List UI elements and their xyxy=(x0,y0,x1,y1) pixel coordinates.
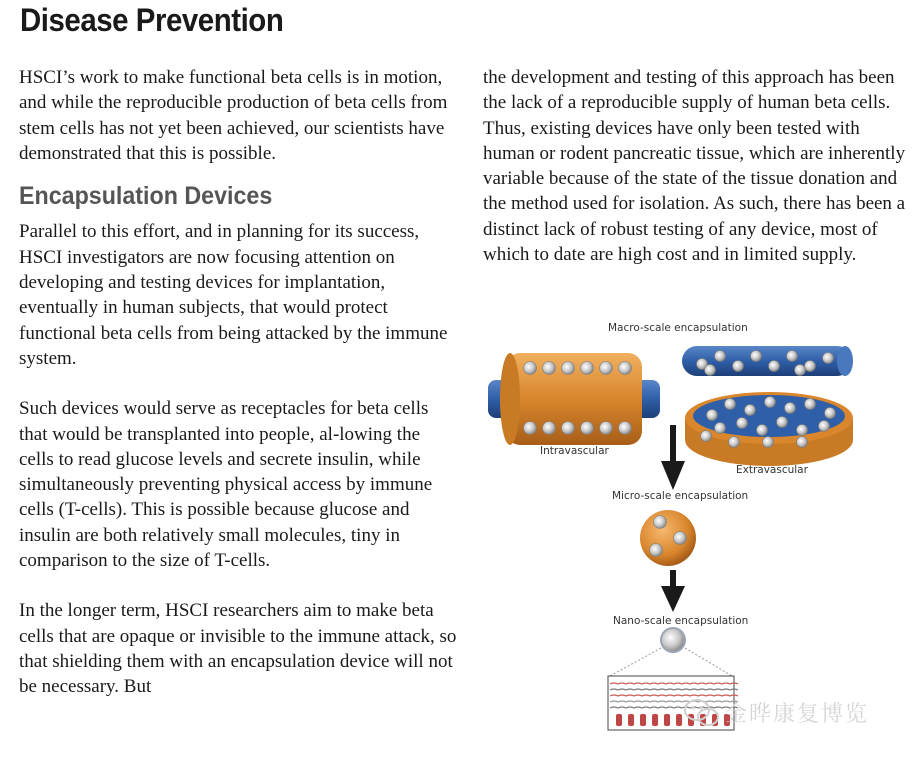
intravascular-label: Intravascular xyxy=(540,445,609,457)
beta-cell-cluster xyxy=(805,399,816,410)
encapsulation-figure xyxy=(480,318,900,738)
arrow-down-icon xyxy=(661,570,685,612)
paragraph-3: In the longer term, HSCI researchers aim to make beta cells that are opaque or invisible to the immune attack, so that shielding them with an encapsulation device will not be necessary. But xyxy=(19,600,457,698)
beta-cell-cluster xyxy=(581,362,594,375)
beta-cell-cluster xyxy=(524,422,537,435)
beta-cell-cluster xyxy=(769,361,780,372)
beta-cell-cluster xyxy=(619,422,632,435)
wechat-icon xyxy=(683,698,721,728)
intravascular-device xyxy=(488,353,660,445)
intro-paragraph: HSCI’s work to make functional beta cells is in motion, and while the reproducible production of beta cells from stem cells has not yet been achieved, our scientists have demonstrated that this is possible. xyxy=(19,67,448,164)
watermark xyxy=(683,697,869,728)
beta-cell-cluster xyxy=(745,405,756,416)
beta-cell-cluster xyxy=(777,417,788,428)
beta-cell-cluster xyxy=(562,422,575,435)
beta-cell-cluster xyxy=(650,544,663,557)
beta-cell-cluster xyxy=(733,361,744,372)
beta-cell-cluster xyxy=(562,362,575,375)
right-column xyxy=(483,65,913,267)
microcapsule xyxy=(640,510,696,566)
beta-cell-cluster xyxy=(619,362,632,375)
micro-scale-label: Micro-scale encapsulation xyxy=(612,490,749,502)
beta-cell-cluster xyxy=(765,397,776,408)
membrane-protein xyxy=(628,714,634,726)
beta-cell-cluster xyxy=(729,437,740,448)
beta-cell-cluster xyxy=(701,431,712,442)
beta-cell-cluster xyxy=(819,421,830,432)
section-heading: Encapsulation Devices xyxy=(19,182,273,211)
beta-cell-cluster xyxy=(674,532,687,545)
beta-cell-cluster xyxy=(751,351,762,362)
watermark-text: 金晔康复博览 xyxy=(725,702,870,727)
beta-cell-cluster xyxy=(763,437,774,448)
beta-cell-cluster xyxy=(715,351,726,362)
membrane-protein xyxy=(652,714,658,726)
beta-cell-cluster xyxy=(725,399,736,410)
right-paragraph: the development and testing of this approach has been the lack of a reproducible supply of human beta cells. Thus, existing devices have only been tested with human or rodent pancreatic tissue, which are inherently variable because of the state of the tissue donation and the method used for isolation. As such, there has been a distinct lack of robust testing of any device, most of which to date are high cost and in limited supply. xyxy=(483,67,906,266)
extravascular-device xyxy=(685,392,853,466)
beta-cell-cluster xyxy=(797,425,808,436)
beta-cell-cluster xyxy=(581,422,594,435)
membrane-protein xyxy=(640,714,646,726)
beta-cell-cluster xyxy=(823,353,834,364)
beta-cell-cluster xyxy=(785,403,796,414)
beta-cell-cluster xyxy=(825,408,836,419)
beta-cell-cluster xyxy=(705,365,716,376)
beta-cell-cluster xyxy=(715,423,726,434)
beta-cell-cluster xyxy=(543,422,556,435)
beta-cell-cluster xyxy=(787,351,798,362)
beta-cell-cluster xyxy=(805,361,816,372)
paragraph-2: Such devices would serve as receptacles for beta cells that would be transplanted into people, al-lowing the cells to read glucose levels and secrete insulin, while simultaneously preventing physical access by immune cells (T-cells). This is possible because glucose and insulin are both relatively small molecules, tiny in comparison to the size of T-cells. xyxy=(19,398,433,572)
page-title: Disease Prevention xyxy=(20,2,284,38)
beta-cell-cluster xyxy=(757,425,768,436)
beta-cell-cluster xyxy=(707,410,718,421)
left-column xyxy=(19,65,459,700)
nano-coated-cell xyxy=(610,628,732,676)
membrane-protein xyxy=(616,714,622,726)
beta-cell-cluster xyxy=(600,362,613,375)
beta-cell-cluster xyxy=(543,362,556,375)
arrow-down-icon xyxy=(661,425,685,490)
macro-tube-device xyxy=(682,346,853,376)
paragraph-1: Parallel to this effort, and in planning for its success, HSCI investigators are now focusing attention on developing and testing devices for implantation, eventually in human subjects, that would protect functional beta cells from being attacked by the immune system. xyxy=(19,221,448,369)
extravascular-label: Extravascular xyxy=(736,464,808,476)
beta-cell-cluster xyxy=(524,362,537,375)
macro-scale-label: Macro-scale encapsulation xyxy=(608,322,748,334)
beta-cell-cluster xyxy=(797,437,808,448)
beta-cell-cluster xyxy=(737,418,748,429)
encapsulation-diagram xyxy=(480,318,900,738)
beta-cell-cluster xyxy=(795,365,806,376)
beta-cell-cluster xyxy=(654,516,667,529)
nano-scale-label: Nano-scale encapsulation xyxy=(613,615,749,627)
membrane-protein xyxy=(676,714,682,726)
beta-cell-cluster xyxy=(600,422,613,435)
membrane-protein xyxy=(664,714,670,726)
